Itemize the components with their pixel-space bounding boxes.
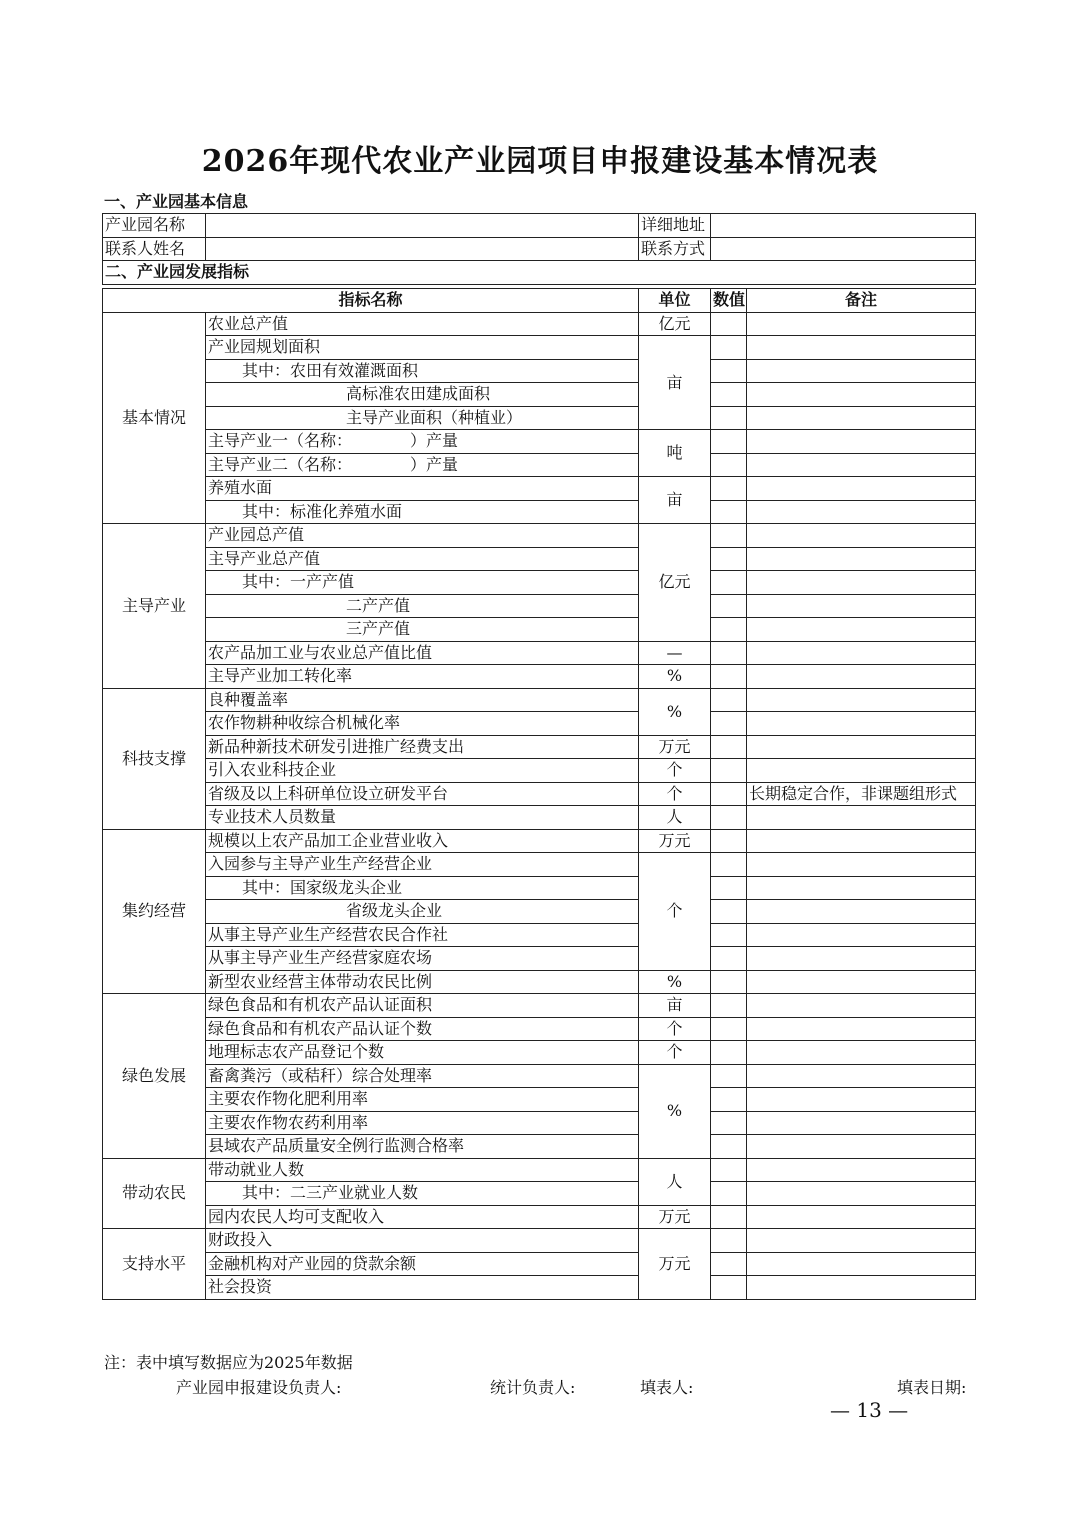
group-label-green: 绿色发展 <box>103 994 206 1159</box>
header-remark: 备注 <box>747 289 976 313</box>
table-row <box>103 359 976 383</box>
remark-field[interactable] <box>747 1041 976 1065</box>
value-field[interactable] <box>711 336 747 360</box>
remark-field[interactable] <box>747 1205 976 1229</box>
indicator-name: 其中：农田有效灌溉面积 <box>206 359 639 383</box>
table-row <box>103 829 976 853</box>
table-row <box>103 641 976 665</box>
value-field[interactable] <box>711 665 747 689</box>
indicator-name <box>206 430 639 454</box>
indicator-name: 入园参与主导产业生产经营企业 <box>206 853 639 877</box>
signature-leader-label: 产业园申报建设负责人: <box>176 1378 342 1397</box>
unit-cell: % <box>639 1064 711 1158</box>
indicator-name: 财政投入 <box>206 1229 639 1253</box>
section-basic-info-heading: 一、产业园基本信息 <box>104 192 249 211</box>
indicator-name: 带动就业人数 <box>206 1158 639 1182</box>
indicator-name: 农产品加工业与农业总产值比值 <box>206 641 639 665</box>
basic-info-table <box>102 213 976 285</box>
unit-cell: — <box>639 641 711 665</box>
table-row <box>103 759 976 783</box>
value-field[interactable] <box>711 782 747 806</box>
table-row <box>103 688 976 712</box>
indicator-name: 绿色食品和有机农产品认证个数 <box>206 1017 639 1041</box>
table-row <box>103 618 976 642</box>
indicator-name: 新品种新技术研发引进推广经费支出 <box>206 735 639 759</box>
value-field[interactable] <box>711 1064 747 1088</box>
address-field[interactable] <box>711 214 976 238</box>
indicator-name: 专业技术人员数量 <box>206 806 639 830</box>
unit-cell: 个 <box>639 1041 711 1065</box>
value-field[interactable] <box>711 688 747 712</box>
indicator-name: 主要农作物农药利用率 <box>206 1111 639 1135</box>
remark-field[interactable] <box>747 970 976 994</box>
remark-field[interactable] <box>747 571 976 595</box>
table-row <box>103 1276 976 1300</box>
unit-cell: 个 <box>639 1017 711 1041</box>
remark-field[interactable] <box>747 876 976 900</box>
indicator-name: 地理标志农产品登记个数 <box>206 1041 639 1065</box>
remark-field[interactable] <box>747 829 976 853</box>
remark-field[interactable] <box>747 1229 976 1253</box>
header-indicator: 指标名称 <box>103 289 639 313</box>
value-field[interactable] <box>711 594 747 618</box>
table-row <box>103 477 976 501</box>
header-unit: 单位 <box>639 289 711 313</box>
indicator-name: 主导产业总产值 <box>206 547 639 571</box>
table-row <box>103 453 976 477</box>
unit-cell: 吨 <box>639 430 711 477</box>
indicator-name: 其中：标准化养殖水面 <box>206 500 639 524</box>
group-label-tech: 科技支撑 <box>103 688 206 829</box>
group-label-basic: 基本情况 <box>103 312 206 524</box>
indicator-name: 其中：国家级龙头企业 <box>206 876 639 900</box>
indicator-name: 二产产值 <box>206 594 639 618</box>
table-row <box>103 1158 976 1182</box>
remark-field[interactable] <box>747 477 976 501</box>
unit-cell: 人 <box>639 1158 711 1205</box>
value-field[interactable] <box>711 618 747 642</box>
value-field[interactable] <box>711 947 747 971</box>
value-field[interactable] <box>711 359 747 383</box>
value-field[interactable] <box>711 453 747 477</box>
remark-field[interactable] <box>747 923 976 947</box>
value-field[interactable] <box>711 430 747 454</box>
value-field[interactable] <box>711 806 747 830</box>
remark-field[interactable] <box>747 665 976 689</box>
table-row <box>103 665 976 689</box>
table-row <box>103 1064 976 1088</box>
table-row <box>103 806 976 830</box>
table-row <box>103 735 976 759</box>
contact-name-field[interactable] <box>206 237 639 261</box>
indicator-name: 从事主导产业生产经营家庭农场 <box>206 947 639 971</box>
remark-field[interactable] <box>747 383 976 407</box>
value-field[interactable] <box>711 406 747 430</box>
table-row <box>103 923 976 947</box>
remark-field[interactable]: 长期稳定合作，非课题组形式 <box>747 782 976 806</box>
remark-field[interactable] <box>747 1017 976 1041</box>
group-label-farmers: 带动农民 <box>103 1158 206 1229</box>
remark-field[interactable] <box>747 1276 976 1300</box>
remark-field[interactable] <box>747 359 976 383</box>
unit-cell: % <box>639 970 711 994</box>
value-field[interactable] <box>711 970 747 994</box>
fill-date-label: 填表日期: <box>897 1378 967 1397</box>
indicator-name: 省级龙头企业 <box>206 900 639 924</box>
remark-field[interactable] <box>747 1111 976 1135</box>
value-field[interactable] <box>711 1252 747 1276</box>
remark-field[interactable] <box>747 712 976 736</box>
group-label-intensive: 集约经营 <box>103 829 206 994</box>
unit-cell: % <box>639 688 711 735</box>
remark-field[interactable] <box>747 688 976 712</box>
value-field[interactable] <box>711 1205 747 1229</box>
remark-field[interactable] <box>747 641 976 665</box>
remark-field[interactable] <box>747 1158 976 1182</box>
table-row <box>103 947 976 971</box>
remark-field[interactable] <box>747 1088 976 1112</box>
remark-field[interactable] <box>747 994 976 1018</box>
indicator-name: 农作物耕种收综合机械化率 <box>206 712 639 736</box>
unit-cell: 人 <box>639 806 711 830</box>
section-indicators-heading: 二、产业园发展指标 <box>103 261 976 285</box>
value-field[interactable] <box>711 829 747 853</box>
table-row <box>103 383 976 407</box>
table-row <box>103 1017 976 1041</box>
value-field[interactable] <box>711 759 747 783</box>
unit-cell: 万元 <box>639 1229 711 1300</box>
value-field[interactable] <box>711 876 747 900</box>
value-field[interactable] <box>711 641 747 665</box>
remark-field[interactable] <box>747 594 976 618</box>
indicator-name: 新型农业经营主体带动农民比例 <box>206 970 639 994</box>
remark-field[interactable] <box>747 1252 976 1276</box>
unit-cell: 万元 <box>639 735 711 759</box>
table-row <box>103 1111 976 1135</box>
remark-field[interactable] <box>747 336 976 360</box>
value-field[interactable] <box>711 547 747 571</box>
remark-field[interactable] <box>747 453 976 477</box>
table-row <box>103 312 976 336</box>
value-field[interactable] <box>711 524 747 548</box>
value-field[interactable] <box>711 1135 747 1159</box>
signature-filler-label: 填表人: <box>640 1378 694 1397</box>
unit-cell: 亿元 <box>639 524 711 642</box>
indicator-name: 产业园规划面积 <box>206 336 639 360</box>
signature-stats-label: 统计负责人: <box>490 1378 576 1397</box>
table-row <box>103 571 976 595</box>
header-value: 数值 <box>711 289 747 313</box>
remark-field[interactable] <box>747 900 976 924</box>
value-field[interactable] <box>711 1158 747 1182</box>
table-row <box>103 712 976 736</box>
table-row <box>103 430 976 454</box>
remark-field[interactable] <box>747 524 976 548</box>
indicator-name: 从事主导产业生产经营农民合作社 <box>206 923 639 947</box>
header-row <box>103 289 976 313</box>
remark-field[interactable] <box>747 947 976 971</box>
value-field[interactable] <box>711 1229 747 1253</box>
indicator-name-part: 主导产业二（名称： <box>208 454 353 474</box>
table-row <box>103 1182 976 1206</box>
remark-field[interactable] <box>747 759 976 783</box>
unit-cell: 万元 <box>639 1205 711 1229</box>
indicator-name: 其中：一产产值 <box>206 571 639 595</box>
value-field[interactable] <box>711 900 747 924</box>
indicator-name: 高标准农田建成面积 <box>206 383 639 407</box>
table-row <box>103 1088 976 1112</box>
remark-field[interactable] <box>747 1064 976 1088</box>
value-field[interactable] <box>711 923 747 947</box>
page-number: — 13 — <box>830 1398 909 1422</box>
remark-field[interactable] <box>747 1182 976 1206</box>
remark-field[interactable] <box>747 1135 976 1159</box>
value-field[interactable] <box>711 1276 747 1300</box>
page-title: 2026年现代农业产业园项目申报建设基本情况表 <box>201 144 879 179</box>
indicator-name-part: ）产量 <box>410 431 459 451</box>
unit-cell: 万元 <box>639 829 711 853</box>
remark-field[interactable] <box>747 500 976 524</box>
remark-field[interactable] <box>747 547 976 571</box>
table-row <box>103 900 976 924</box>
indicator-name: 农业总产值 <box>206 312 639 336</box>
value-field[interactable] <box>711 853 747 877</box>
indicator-name: 社会投资 <box>206 1276 639 1300</box>
value-field[interactable] <box>711 383 747 407</box>
table-row <box>103 1252 976 1276</box>
value-field[interactable] <box>711 994 747 1018</box>
table-row <box>103 500 976 524</box>
table-row <box>103 853 976 877</box>
indicator-name: 规模以上农产品加工企业营业收入 <box>206 829 639 853</box>
footnote: 注：表中填写数据应为2025年数据 <box>104 1353 353 1372</box>
contact-method-label: 联系方式 <box>639 237 711 261</box>
unit-cell: % <box>639 665 711 689</box>
value-field[interactable] <box>711 500 747 524</box>
unit-cell: 亩 <box>639 336 711 430</box>
table-row <box>103 214 976 238</box>
indicator-name: 主导产业加工转化率 <box>206 665 639 689</box>
indicator-name: 园内农民人均可支配收入 <box>206 1205 639 1229</box>
unit-cell: 亿元 <box>639 312 711 336</box>
indicator-name: 金融机构对产业园的贷款余额 <box>206 1252 639 1276</box>
group-label-leading: 主导产业 <box>103 524 206 689</box>
table-row <box>103 970 976 994</box>
indicator-name: 畜禽粪污（或秸秆）综合处理率 <box>206 1064 639 1088</box>
indicators-table <box>102 288 976 1300</box>
indicator-name: 省级及以上科研单位设立研发平台 <box>206 782 639 806</box>
indicator-name-part: 主导产业一（名称： <box>208 431 353 451</box>
indicator-name: 三产产值 <box>206 618 639 642</box>
value-field[interactable] <box>711 735 747 759</box>
value-field[interactable] <box>711 571 747 595</box>
table-row <box>103 336 976 360</box>
indicator-name: 绿色食品和有机农产品认证面积 <box>206 994 639 1018</box>
table-row <box>103 1135 976 1159</box>
contact-method-field[interactable] <box>711 237 976 261</box>
group-label-support: 支持水平 <box>103 1229 206 1300</box>
remark-field[interactable] <box>747 406 976 430</box>
table-row <box>103 524 976 548</box>
table-row <box>103 594 976 618</box>
indicator-name: 主导产业面积（种植业） <box>206 406 639 430</box>
table-row <box>103 876 976 900</box>
table-row <box>103 261 976 285</box>
value-field[interactable] <box>711 712 747 736</box>
table-row <box>103 547 976 571</box>
indicator-name: 养殖水面 <box>206 477 639 501</box>
unit-cell: 亩 <box>639 994 711 1018</box>
value-field[interactable] <box>711 1088 747 1112</box>
value-field[interactable] <box>711 477 747 501</box>
table-row <box>103 782 976 806</box>
indicator-name: 良种覆盖率 <box>206 688 639 712</box>
indicator-name: 其中：二三产业就业人数 <box>206 1182 639 1206</box>
remark-field[interactable] <box>747 806 976 830</box>
park-name-field[interactable] <box>206 214 639 238</box>
table-row <box>103 1229 976 1253</box>
indicator-name: 县域农产品质量安全例行监测合格率 <box>206 1135 639 1159</box>
table-row <box>103 237 976 261</box>
indicator-name <box>206 453 639 477</box>
table-row <box>103 994 976 1018</box>
remark-field[interactable] <box>747 853 976 877</box>
value-field[interactable] <box>711 312 747 336</box>
indicator-name: 引入农业科技企业 <box>206 759 639 783</box>
contact-name-label: 联系人姓名 <box>103 237 206 261</box>
unit-cell: 个 <box>639 853 711 971</box>
remark-field[interactable] <box>747 735 976 759</box>
value-field[interactable] <box>711 1041 747 1065</box>
indicator-name-part: ）产量 <box>410 454 459 474</box>
value-field[interactable] <box>711 1017 747 1041</box>
value-field[interactable] <box>711 1111 747 1135</box>
indicator-name: 产业园总产值 <box>206 524 639 548</box>
remark-field[interactable] <box>747 312 976 336</box>
remark-field[interactable] <box>747 618 976 642</box>
unit-cell: 亩 <box>639 477 711 524</box>
indicator-name: 主要农作物化肥利用率 <box>206 1088 639 1112</box>
value-field[interactable] <box>711 1182 747 1206</box>
unit-cell: 个 <box>639 759 711 783</box>
park-name-label: 产业园名称 <box>103 214 206 238</box>
table-row <box>103 406 976 430</box>
table-row <box>103 1041 976 1065</box>
unit-cell: 个 <box>639 782 711 806</box>
remark-field[interactable] <box>747 430 976 454</box>
address-label: 详细地址 <box>639 214 711 238</box>
table-row <box>103 1205 976 1229</box>
